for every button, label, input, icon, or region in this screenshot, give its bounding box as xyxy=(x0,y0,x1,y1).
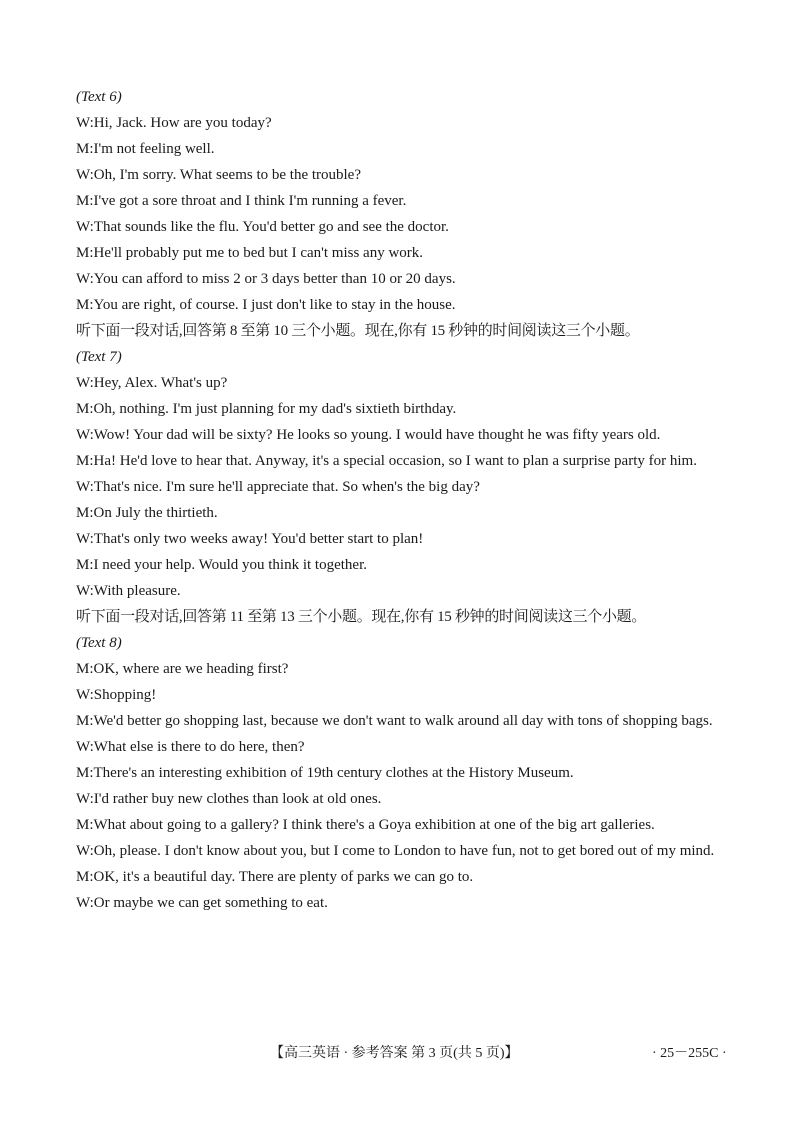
speaker: W: xyxy=(76,843,94,859)
utterance: That's only two weeks away! You'd better start to plan! xyxy=(93,531,424,547)
page-footer xyxy=(0,1043,800,1065)
utterance: He'll probably put me to bed but I can't miss any work. xyxy=(93,245,424,261)
dialog-line xyxy=(76,422,732,448)
dialog-line xyxy=(76,214,732,240)
utterance: I'm not feeling well. xyxy=(93,141,215,157)
speaker: M: xyxy=(76,765,94,781)
dialog-line xyxy=(76,110,732,136)
dialog-line xyxy=(76,760,732,786)
speaker: W: xyxy=(76,219,94,235)
speaker: M: xyxy=(76,297,94,313)
utterance: I'd rather buy new clothes than look at old ones. xyxy=(93,791,382,807)
section-text-6 xyxy=(76,84,732,318)
utterance: I need your help. Would you think it together. xyxy=(93,557,367,573)
dialog-line xyxy=(76,734,732,760)
speaker: W: xyxy=(76,115,94,131)
speaker: W: xyxy=(76,531,94,547)
dialog-line xyxy=(76,188,732,214)
dialog-line xyxy=(76,370,732,396)
speaker: M: xyxy=(76,713,94,729)
speaker: W: xyxy=(76,791,94,807)
dialog-line xyxy=(76,500,732,526)
speaker: W: xyxy=(76,427,94,443)
utterance: That sounds like the flu. You'd better go and see the doctor. xyxy=(93,219,449,235)
utterance: There's an interesting exhibition of 19th century clothes at the History Museum. xyxy=(93,765,574,781)
section-text-8 xyxy=(76,604,732,916)
speaker: W: xyxy=(76,479,94,495)
speaker: M: xyxy=(76,401,94,417)
dialog-line xyxy=(76,786,732,812)
utterance: Wow! Your dad will be sixty? He looks so young. I would have thought he was fifty years old. xyxy=(93,427,661,443)
section-text-7 xyxy=(76,318,732,604)
utterance: OK, where are we heading first? xyxy=(93,661,289,677)
dialog-line xyxy=(76,812,732,838)
dialog-line xyxy=(76,292,732,318)
speaker: W: xyxy=(76,895,94,911)
dialog-line xyxy=(76,864,732,890)
speaker: W: xyxy=(76,167,94,183)
speaker: M: xyxy=(76,453,94,469)
speaker: W: xyxy=(76,739,94,755)
dialog-line xyxy=(76,136,732,162)
dialog-line xyxy=(76,682,732,708)
dialog-line xyxy=(76,448,732,474)
speaker: W: xyxy=(76,583,94,599)
section-label: (Text 8) xyxy=(76,635,122,651)
utterance: I've got a sore throat and I think I'm running a fever. xyxy=(93,193,407,209)
utterance: With pleasure. xyxy=(93,583,181,599)
dialog-line xyxy=(76,162,732,188)
dialog-line xyxy=(76,474,732,500)
utterance: Hi, Jack. How are you today? xyxy=(93,115,272,131)
section-label: (Text 7) xyxy=(76,349,122,365)
speaker: M: xyxy=(76,245,94,261)
utterance: OK, it's a beautiful day. There are plenty of parks we can go to. xyxy=(93,869,474,885)
dialog-line xyxy=(76,396,732,422)
dialog-line xyxy=(76,526,732,552)
dialog-line xyxy=(76,890,732,916)
speaker: M: xyxy=(76,557,94,573)
utterance: Hey, Alex. What's up? xyxy=(93,375,228,391)
utterance: On July the thirtieth. xyxy=(93,505,218,521)
utterance: Shopping! xyxy=(93,687,157,703)
dialog-line xyxy=(76,708,732,734)
dialog-line xyxy=(76,838,732,864)
utterance: You can afford to miss 2 or 3 days better than 10 or 20 days. xyxy=(93,271,456,287)
utterance: Oh, nothing. I'm just planning for my dad's sixtieth birthday. xyxy=(93,401,457,417)
speaker: M: xyxy=(76,193,94,209)
footer-page-info: 【高三英语 · 参考答案 第 3 页(共 5 页)】 xyxy=(270,1046,519,1061)
utterance: What about going to a gallery? I think there's a Goya exhibition at one of the big art galleries. xyxy=(93,817,655,833)
speaker: M: xyxy=(76,141,94,157)
document-body xyxy=(76,84,732,916)
speaker: M: xyxy=(76,817,94,833)
section-label: (Text 6) xyxy=(76,89,122,105)
dialog-line xyxy=(76,240,732,266)
utterance: Oh, please. I don't know about you, but I come to London to have fun, not to get bored out of my mind. xyxy=(93,843,715,859)
utterance: Or maybe we can get something to eat. xyxy=(93,895,328,911)
speaker: W: xyxy=(76,687,94,703)
footer-code: · 25－255C · xyxy=(652,1046,727,1061)
utterance: What else is there to do here, then? xyxy=(93,739,305,755)
utterance: We'd better go shopping last, because we don't want to walk around all day with tons of shopping bags. xyxy=(93,713,713,729)
dialog-line xyxy=(76,552,732,578)
dialog-line xyxy=(76,578,732,604)
utterance: Ha! He'd love to hear that. Anyway, it's a special occasion, so I want to plan a surprise party for him. xyxy=(93,453,697,469)
utterance: You are right, of course. I just don't like to stay in the house. xyxy=(93,297,456,313)
speaker: W: xyxy=(76,271,94,287)
speaker: W: xyxy=(76,375,94,391)
dialog-line xyxy=(76,656,732,682)
utterance: Oh, I'm sorry. What seems to be the trouble? xyxy=(93,167,361,183)
instruction: 听下面一段对话,回答第 11 至第 13 三个小题。现在,你有 15 秒钟的时间阅读这三个小题。 xyxy=(76,609,647,625)
utterance: That's nice. I'm sure he'll appreciate that. So when's the big day? xyxy=(93,479,480,495)
speaker: M: xyxy=(76,505,94,521)
speaker: M: xyxy=(76,869,94,885)
dialog-line xyxy=(76,266,732,292)
speaker: M: xyxy=(76,661,94,677)
instruction: 听下面一段对话,回答第 8 至第 10 三个小题。现在,你有 15 秒钟的时间阅读这三个小题。 xyxy=(76,323,640,339)
